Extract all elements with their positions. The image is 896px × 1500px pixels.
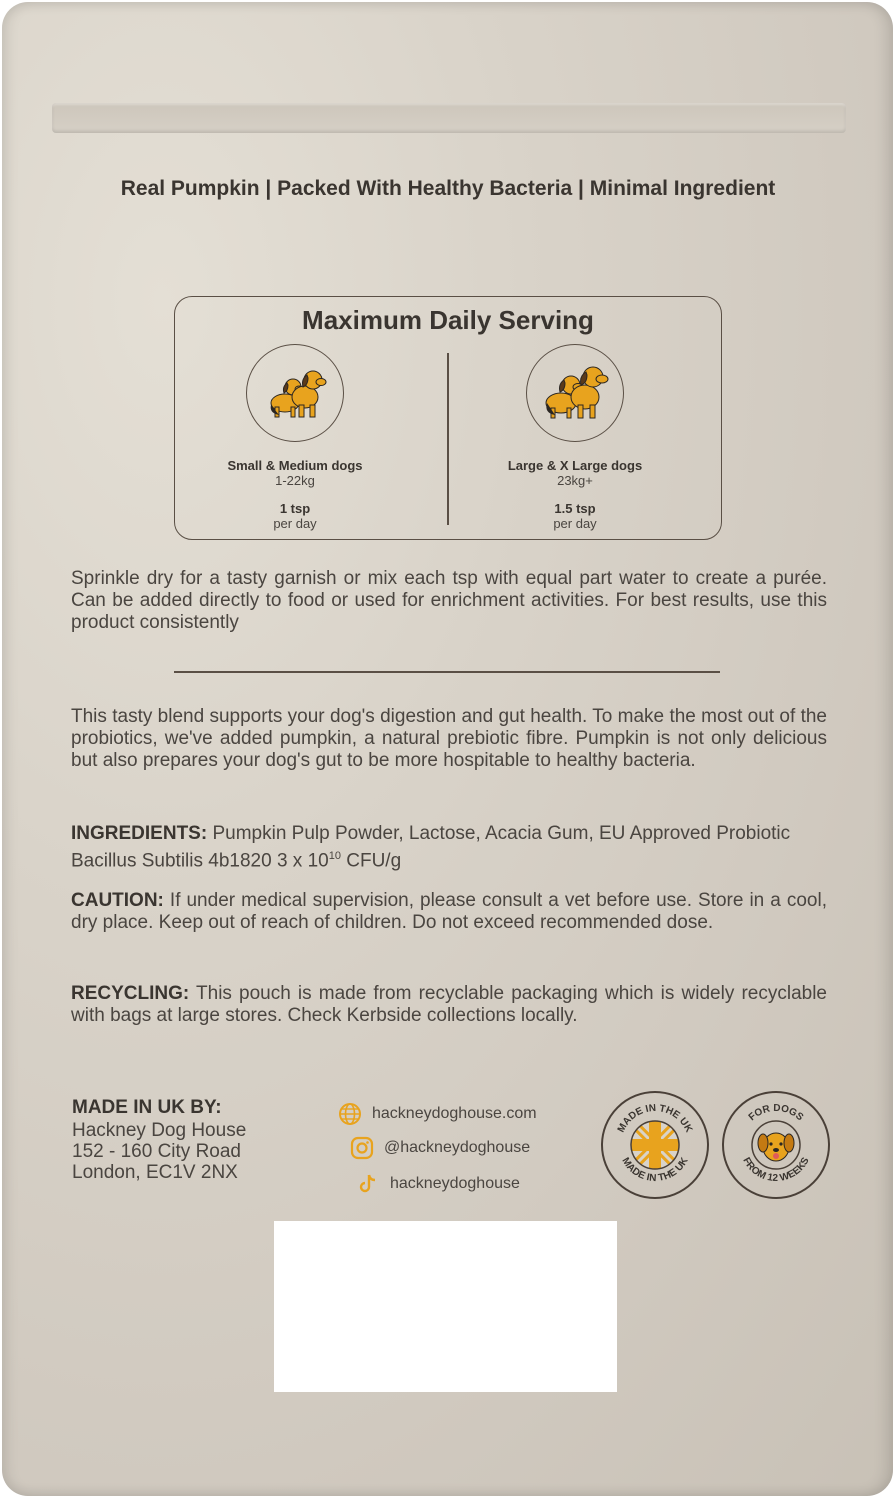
caution-text: If under medical supervision, please consult a vet before use. Store in a cool, dry place. Keep out of reach of children. Do not exceed recommended dose.: [71, 890, 827, 933]
blank-label-area: [274, 1221, 617, 1392]
recycling-block: [71, 983, 827, 1027]
age-badge: [722, 1091, 830, 1199]
ingredients-label: INGREDIENTS:: [71, 823, 208, 844]
maker-heading: MADE IN UK BY:: [72, 1097, 222, 1118]
tagline: Real Pumpkin | Packed With Healthy Bacteria | Minimal Ingredient: [120, 177, 776, 200]
section-divider: [174, 671, 720, 673]
maker-street: 152 - 160 City Road: [72, 1141, 241, 1162]
ingredients-block: [71, 823, 827, 872]
ingredients-text: Pumpkin Pulp Powder, Lactose, Acacia Gum, EU Approved Probiotic Bacillus Subtilis 4b1820 3 x 10: [71, 823, 791, 872]
serving-large: [465, 339, 685, 531]
tiktok-icon: [356, 1172, 380, 1196]
instagram-link[interactable]: [350, 1136, 530, 1160]
uk-badge-top-text: MADE IN THE UK: [615, 1102, 695, 1135]
zip-seal: [52, 103, 846, 133]
maker-name: Hackney Dog House: [72, 1120, 247, 1141]
serving-divider: [447, 353, 449, 525]
serving-title: Maximum Daily Serving: [302, 305, 594, 335]
recycling-text: This pouch is made from recyclable packaging which is widely recyclable with bags at large stores. Check Kerbside collections locally.: [71, 983, 827, 1026]
small-dogs-label: Small & Medium dogs: [227, 458, 363, 473]
ingredients-unit: CFU/g: [340, 850, 402, 872]
instagram-icon: [350, 1136, 374, 1160]
ingredients-exponent: 10: [328, 850, 341, 862]
maker-address: [72, 1097, 246, 1183]
large-dogs-amount: 1.5 tsp: [554, 501, 596, 516]
description-text: This tasty blend supports your dog's digestion and gut health. To make the most out of the probiotics, we've added pumpkin, a natural prebiotic fibre. Pumpkin is not only delicious but also prepares your dog's gut to be more hospitable to healthy bacteria.: [71, 706, 827, 771]
caution-label: CAUTION:: [71, 890, 164, 911]
puppy-icon: [758, 1133, 794, 1161]
small-dogs-range: 1-22kg: [275, 473, 315, 488]
large-dogs-label: Large & X Large dogs: [507, 458, 643, 473]
caution-block: [71, 890, 827, 934]
website-text: hackneydoghouse.com: [372, 1105, 537, 1122]
small-dogs-frequency: per day: [273, 516, 317, 531]
tiktok-text: hackneydoghouse: [390, 1175, 520, 1192]
small-dogs-icon: [246, 344, 344, 442]
uk-badge-bottom-text: MADE IN THE UK: [619, 1155, 691, 1185]
website-link[interactable]: [338, 1102, 537, 1126]
serving-small: [185, 339, 405, 531]
tiktok-link[interactable]: [356, 1172, 520, 1196]
large-dogs-icon: [526, 344, 624, 442]
age-badge-top-text: FOR DOGS: [746, 1102, 806, 1124]
maker-city: London, EC1V 2NX: [72, 1162, 238, 1183]
small-dogs-amount: 1 tsp: [279, 501, 311, 516]
large-dogs-frequency: per day: [553, 516, 597, 531]
large-dogs-range: 23kg+: [557, 473, 593, 488]
recycling-label: RECYCLING:: [71, 983, 190, 1004]
instagram-text: @hackneydoghouse: [384, 1139, 531, 1156]
age-badge-bottom-text: FROM 12 WEEKS: [740, 1155, 812, 1185]
globe-icon: [338, 1102, 362, 1126]
usage-text: Sprinkle dry for a tasty garnish or mix each tsp with equal part water to create a purée. Can be added directly to food or used for enrichment activities. For best results, use this product consistently: [71, 568, 827, 633]
made-in-uk-badge: [601, 1091, 709, 1199]
serving-box: [174, 296, 722, 540]
